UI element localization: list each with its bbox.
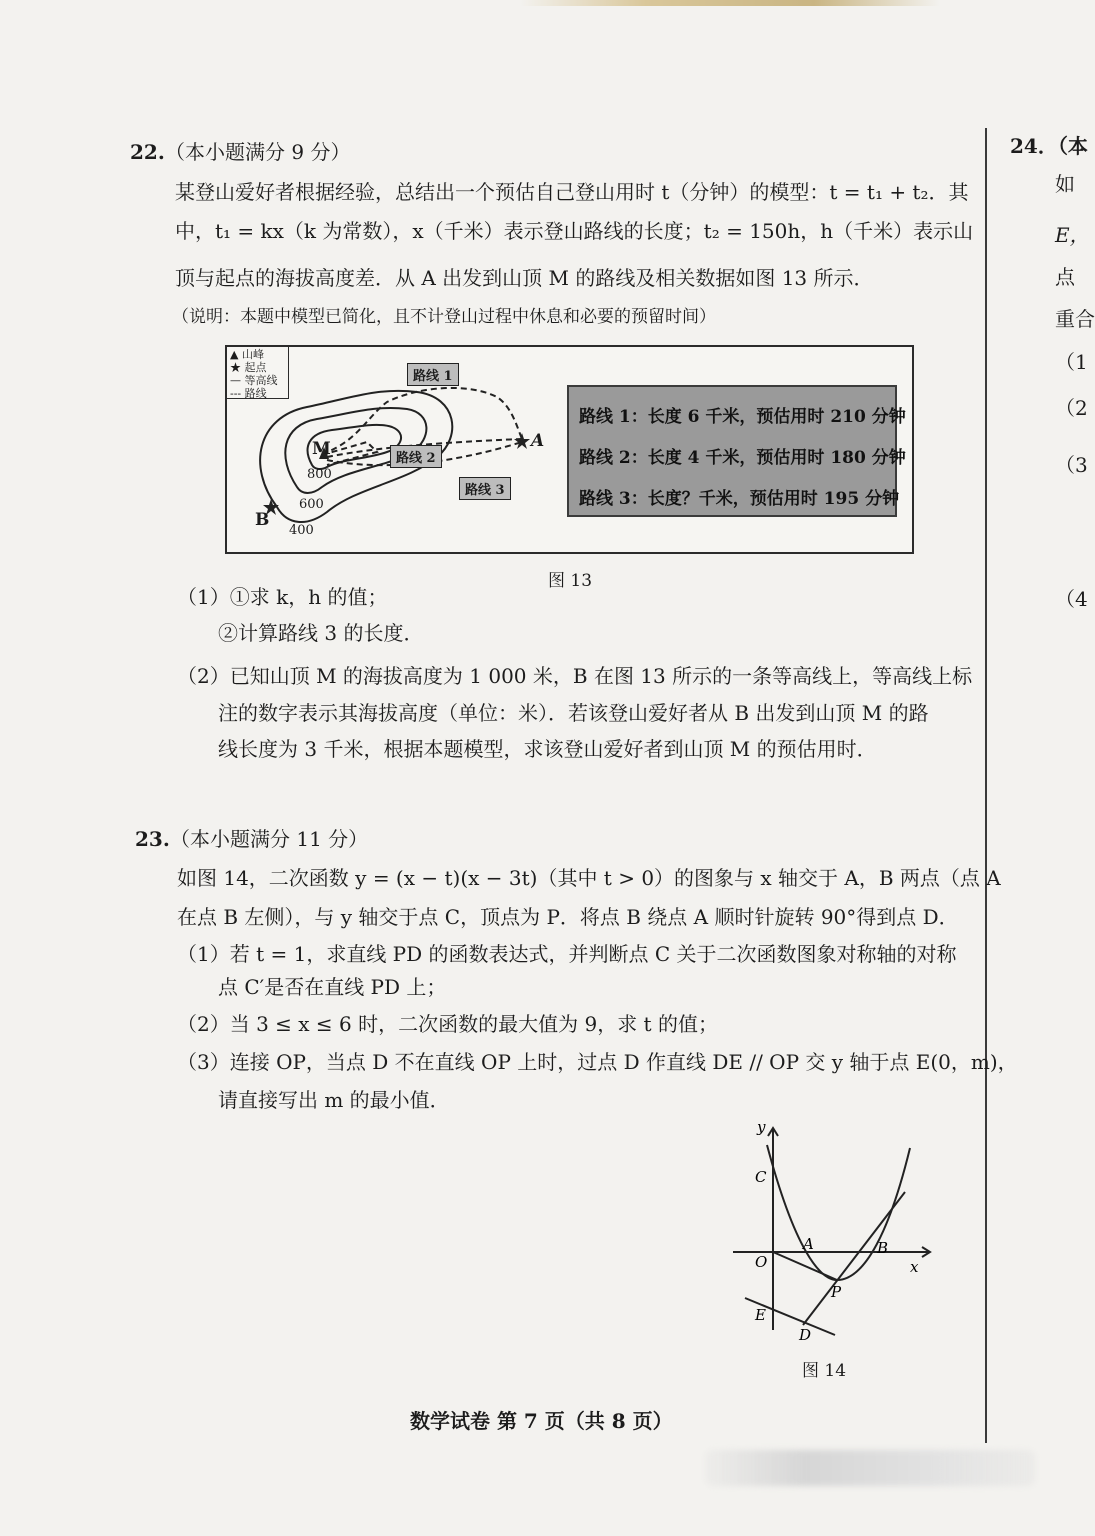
q22-part-2-line2: 注的数字表示其海拔高度（单位：米）．若该登山爱好者从 B 出发到山顶 M 的路 [218,701,929,725]
label-A: A [531,431,545,451]
fig14-label-B: B [877,1239,889,1257]
legend-start: ★ 起点 [230,361,267,374]
q24-fragment-8: （4 [1055,587,1088,611]
q23-line-2: 在点 B 左侧），与 y 轴交于点 C，顶点为 P．将点 B 绕点 A 顺时针旋转 90°得到点 D． [177,905,959,929]
paper-edge [520,0,940,6]
q24-number: 24．（本 [1010,134,1088,158]
figure-13 [225,345,914,554]
q24-fragment-3: 点 [1055,265,1075,289]
q23-part-1-line1: （1）若 t = 1，求直线 PD 的函数表达式，并判断点 C 关于二次函数图象对称轴的对称 [177,942,957,966]
figure-13-caption: 图 13 [548,571,593,591]
route-1-tag: 路线 1 [407,363,459,386]
line-OP [773,1252,837,1280]
q24-fragment-4: 重合 [1055,307,1095,331]
legend-route: --- 路线 [230,387,267,400]
q24-fragment-5: （1 [1055,350,1088,374]
route-3-info: 路线 3：长度？千米，预估用时 195 分钟 [579,489,900,509]
legend-peak: ▲ 山峰 [230,348,264,361]
q22-header: （本小题满分 9 分） [165,140,351,164]
fig14-label-P: P [831,1283,842,1301]
q23-header: （本小题满分 11 分） [170,827,369,851]
q24-fragment-6: （2 [1055,396,1088,420]
q22-number: 22. [130,140,165,164]
fig14-label-y: y [757,1118,766,1136]
page-footer: 数学试卷 第 7 页（共 8 页） [410,1409,673,1433]
legend-contour: — 等高线 [230,374,278,387]
label-M: M [312,439,331,459]
label-600: 600 [299,497,324,512]
figure-14 [725,1120,945,1350]
q22-line-1: 某登山爱好者根据经验，总结出一个预估自己登山用时 t（分钟）的模型：t = t₁ + t₂．其 [175,180,969,204]
label-800: 800 [307,467,332,482]
q23-part-2: （2）当 3 ≤ x ≤ 6 时，二次函数的最大值为 9，求 t 的值； [177,1012,718,1036]
q23-number: 23. [135,827,170,851]
q24-fragment-7: （3 [1055,453,1088,477]
route-1-info: 路线 1：长度 6 千米，预估用时 210 分钟 [579,407,906,427]
q23-part-1-line2: 点 C′是否在直线 PD 上； [218,975,447,999]
q23-line-1: 如图 14，二次函数 y = (x − t)(x − 3t)（其中 t > 0）的图象与 x 轴交于 A，B 两点（点 A [177,866,1001,890]
q24-fragment-1: 如 [1055,172,1075,196]
q22-part-1b: ②计算路线 3 的长度． [218,621,424,645]
route-2-info: 路线 2：长度 4 千米，预估用时 180 分钟 [579,448,906,468]
fig14-label-O: O [755,1253,768,1271]
q22-line-3: 顶与起点的海拔高度差．从 A 出发到山顶 M 的路线及相关数据如图 13 所示． [175,266,874,290]
figure-14-caption: 图 14 [802,1361,847,1381]
label-400: 400 [289,523,314,538]
column-divider [985,128,987,1443]
blurred-watermark [705,1450,1035,1486]
line-PD [803,1192,905,1325]
fig14-label-D: D [799,1326,812,1344]
q22-part-1a: （1）①求 k，h 的值； [177,585,388,609]
fig14-label-A: A [803,1235,814,1253]
q24-fragment-2: E， [1055,223,1090,247]
q22-line-2: 中，t₁ = kx（k 为常数），x（千米）表示登山路线的长度；t₂ = 150h，h（千米）表示山 [175,219,974,243]
label-B: B [255,510,270,530]
q22-part-2-line1: （2）已知山顶 M 的海拔高度为 1 000 米，B 在图 13 所示的一条等高线上，等高线上标 [177,664,973,688]
fig14-label-C: C [755,1168,767,1186]
q22-note: （说明：本题中模型已简化，且不计登山过程中休息和必要的预留时间） [172,307,716,327]
fig14-label-x: x [910,1258,919,1276]
q23-part-3-line1: （3）连接 OP，当点 D 不在直线 OP 上时，过点 D 作直线 DE // OP 交 y 轴于点 E(0，m)， [177,1050,1018,1074]
star-A [514,433,530,449]
fig14-label-E: E [755,1306,766,1324]
route-3-tag: 路线 3 [459,477,511,500]
route-info-box [567,385,906,517]
q23-part-3-line2: 请直接写出 m 的最小值． [218,1088,450,1112]
q22-part-2-line3: 线长度为 3 千米，根据本题模型，求该登山爱好者到山顶 M 的预估用时． [218,737,877,761]
route-2-tag: 路线 2 [390,445,442,468]
